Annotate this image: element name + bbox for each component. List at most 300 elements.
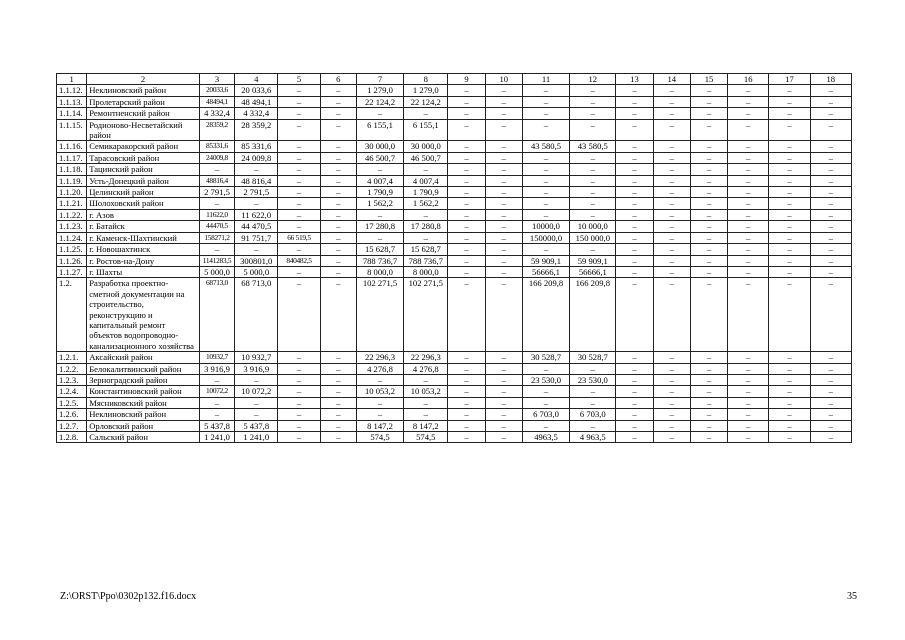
row-number: 1.1.18. bbox=[57, 164, 87, 175]
value-cell: 68713,0 bbox=[199, 278, 234, 352]
value-cell: 8 000,0 bbox=[404, 266, 448, 277]
row-number: 1.1.20. bbox=[57, 187, 87, 198]
value-cell: – bbox=[616, 175, 653, 186]
value-cell: – bbox=[690, 175, 727, 186]
value-cell: – bbox=[810, 420, 851, 431]
value-cell: – bbox=[570, 397, 616, 408]
value-cell: – bbox=[448, 96, 485, 107]
value-cell: 44470,5 bbox=[199, 221, 234, 232]
value-cell: 4 007,4 bbox=[404, 175, 448, 186]
value-cell: – bbox=[653, 409, 690, 420]
value-cell: – bbox=[690, 397, 727, 408]
value-cell: – bbox=[653, 209, 690, 220]
value-cell: 4963,5 bbox=[522, 432, 569, 443]
value-cell: – bbox=[810, 119, 851, 141]
value-cell: – bbox=[769, 141, 810, 152]
value-cell: – bbox=[810, 85, 851, 96]
value-cell: – bbox=[769, 244, 810, 255]
value-cell: 2 791,5 bbox=[235, 187, 278, 198]
value-cell: – bbox=[810, 198, 851, 209]
value-cell: – bbox=[356, 409, 403, 420]
footer-file-path: Z:\ORST\Ppo\0302p132.f16.docx bbox=[60, 591, 197, 602]
value-cell: – bbox=[690, 386, 727, 397]
value-cell: 48494,1 bbox=[199, 96, 234, 107]
value-cell: – bbox=[235, 374, 278, 385]
value-cell: 15 628,7 bbox=[404, 244, 448, 255]
value-cell: – bbox=[404, 374, 448, 385]
row-number: 1.1.22. bbox=[57, 209, 87, 220]
value-cell: – bbox=[235, 164, 278, 175]
value-cell: 22 124,2 bbox=[404, 96, 448, 107]
value-cell: – bbox=[653, 152, 690, 163]
value-cell: – bbox=[448, 108, 485, 119]
value-cell: – bbox=[448, 409, 485, 420]
value-cell: – bbox=[690, 85, 727, 96]
value-cell: – bbox=[653, 141, 690, 152]
value-cell: – bbox=[356, 374, 403, 385]
table-row bbox=[57, 374, 852, 385]
value-cell: 20033,6 bbox=[199, 85, 234, 96]
value-cell: – bbox=[728, 232, 769, 243]
value-cell: – bbox=[320, 152, 356, 163]
header-cell: 12 bbox=[570, 74, 616, 85]
header-cell: 13 bbox=[616, 74, 653, 85]
value-cell: – bbox=[448, 266, 485, 277]
value-cell: – bbox=[690, 141, 727, 152]
value-cell: – bbox=[485, 119, 522, 141]
value-cell: – bbox=[728, 187, 769, 198]
value-cell: – bbox=[485, 278, 522, 352]
value-cell: – bbox=[235, 244, 278, 255]
value-cell: – bbox=[320, 363, 356, 374]
value-cell: – bbox=[616, 432, 653, 443]
page-number: 35 bbox=[847, 591, 857, 602]
value-cell: 24 009,8 bbox=[235, 152, 278, 163]
value-cell: 15 628,7 bbox=[356, 244, 403, 255]
value-cell: – bbox=[485, 363, 522, 374]
value-cell: – bbox=[448, 374, 485, 385]
value-cell: – bbox=[769, 278, 810, 352]
value-cell: – bbox=[356, 108, 403, 119]
value-cell: – bbox=[485, 141, 522, 152]
value-cell: – bbox=[448, 278, 485, 352]
value-cell: – bbox=[278, 409, 320, 420]
value-cell: – bbox=[522, 198, 569, 209]
value-cell: – bbox=[278, 209, 320, 220]
value-cell: – bbox=[320, 209, 356, 220]
value-cell: – bbox=[448, 119, 485, 141]
value-cell: – bbox=[278, 221, 320, 232]
value-cell: 166 209,8 bbox=[570, 278, 616, 352]
row-name: г. Шахты bbox=[87, 266, 200, 277]
row-number: 1.1.15. bbox=[57, 119, 87, 141]
value-cell: 22 296,3 bbox=[356, 352, 403, 363]
table-row bbox=[57, 152, 852, 163]
value-cell: 4 963,5 bbox=[570, 432, 616, 443]
value-cell: 10 000,0 bbox=[570, 221, 616, 232]
value-cell: – bbox=[278, 374, 320, 385]
value-cell: 4 332,4 bbox=[235, 108, 278, 119]
value-cell: – bbox=[356, 397, 403, 408]
header-cell: 1 bbox=[57, 74, 87, 85]
value-cell: – bbox=[728, 198, 769, 209]
value-cell: – bbox=[769, 221, 810, 232]
value-cell: 4 007,4 bbox=[356, 175, 403, 186]
value-cell: – bbox=[278, 386, 320, 397]
value-cell: – bbox=[320, 164, 356, 175]
table-row bbox=[57, 266, 852, 277]
value-cell: – bbox=[320, 187, 356, 198]
value-cell: – bbox=[278, 266, 320, 277]
table-row bbox=[57, 363, 852, 374]
value-cell: – bbox=[690, 374, 727, 385]
value-cell: 11622,0 bbox=[199, 209, 234, 220]
value-cell: – bbox=[448, 397, 485, 408]
value-cell: – bbox=[320, 244, 356, 255]
value-cell: – bbox=[810, 141, 851, 152]
value-cell: – bbox=[653, 119, 690, 141]
value-cell: – bbox=[448, 352, 485, 363]
value-cell: 1 279,0 bbox=[404, 85, 448, 96]
value-cell: – bbox=[728, 85, 769, 96]
value-cell: – bbox=[278, 432, 320, 443]
value-cell: – bbox=[728, 152, 769, 163]
value-cell: – bbox=[320, 108, 356, 119]
row-number: 1.2.6. bbox=[57, 409, 87, 420]
value-cell: – bbox=[653, 278, 690, 352]
row-number: 1.1.27. bbox=[57, 266, 87, 277]
value-cell: – bbox=[653, 221, 690, 232]
value-cell: – bbox=[653, 255, 690, 266]
value-cell: – bbox=[810, 96, 851, 107]
value-cell: – bbox=[616, 232, 653, 243]
row-name: Пролетарский район bbox=[87, 96, 200, 107]
value-cell: – bbox=[448, 221, 485, 232]
value-cell: – bbox=[810, 397, 851, 408]
value-cell: 22 296,3 bbox=[404, 352, 448, 363]
value-cell: – bbox=[485, 397, 522, 408]
row-number: 1.2. bbox=[57, 278, 87, 352]
row-number: 1.1.24. bbox=[57, 232, 87, 243]
value-cell: – bbox=[320, 386, 356, 397]
value-cell: 85331,6 bbox=[199, 141, 234, 152]
row-name: Родионово-Несветайский район bbox=[87, 119, 200, 141]
value-cell: – bbox=[278, 175, 320, 186]
value-cell: – bbox=[278, 198, 320, 209]
value-cell: 574,5 bbox=[356, 432, 403, 443]
value-cell: – bbox=[485, 352, 522, 363]
table-row bbox=[57, 119, 852, 141]
value-cell: – bbox=[448, 187, 485, 198]
value-cell: – bbox=[404, 232, 448, 243]
value-cell: – bbox=[522, 187, 569, 198]
value-cell: – bbox=[448, 232, 485, 243]
value-cell: 788 736,7 bbox=[356, 255, 403, 266]
value-cell: – bbox=[448, 244, 485, 255]
value-cell: 1 562,2 bbox=[356, 198, 403, 209]
value-cell: – bbox=[653, 420, 690, 431]
value-cell: 59 909,1 bbox=[570, 255, 616, 266]
table-row bbox=[57, 420, 852, 431]
value-cell: 5 437,8 bbox=[235, 420, 278, 431]
row-name: Усть-Донецкий район bbox=[87, 175, 200, 186]
header-cell: 5 bbox=[278, 74, 320, 85]
value-cell: – bbox=[616, 96, 653, 107]
value-cell: – bbox=[769, 352, 810, 363]
value-cell: – bbox=[320, 409, 356, 420]
row-name: Шолоховский район bbox=[87, 198, 200, 209]
value-cell: 28 359,2 bbox=[235, 119, 278, 141]
header-cell: 14 bbox=[653, 74, 690, 85]
value-cell: – bbox=[320, 255, 356, 266]
value-cell: 22 124,2 bbox=[356, 96, 403, 107]
table-row bbox=[57, 108, 852, 119]
value-cell: – bbox=[810, 363, 851, 374]
row-number: 1.1.21. bbox=[57, 198, 87, 209]
row-number: 1.2.1. bbox=[57, 352, 87, 363]
value-cell: – bbox=[653, 386, 690, 397]
value-cell: 43 580,5 bbox=[570, 141, 616, 152]
value-cell: – bbox=[570, 187, 616, 198]
value-cell: – bbox=[769, 374, 810, 385]
row-number: 1.2.7. bbox=[57, 420, 87, 431]
value-cell: 10932,7 bbox=[199, 352, 234, 363]
value-cell: – bbox=[728, 141, 769, 152]
value-cell: – bbox=[522, 363, 569, 374]
value-cell: – bbox=[485, 152, 522, 163]
value-cell: – bbox=[728, 164, 769, 175]
table-row bbox=[57, 164, 852, 175]
table-row bbox=[57, 278, 852, 352]
value-cell: 1 241,0 bbox=[199, 432, 234, 443]
value-cell: 17 280,8 bbox=[404, 221, 448, 232]
value-cell: – bbox=[485, 175, 522, 186]
value-cell: 30 528,7 bbox=[522, 352, 569, 363]
value-cell: – bbox=[690, 164, 727, 175]
value-cell: – bbox=[810, 432, 851, 443]
value-cell: – bbox=[653, 198, 690, 209]
value-cell: 68 713,0 bbox=[235, 278, 278, 352]
value-cell: 5 000,0 bbox=[199, 266, 234, 277]
value-cell: – bbox=[769, 432, 810, 443]
value-cell: 11 622,0 bbox=[235, 209, 278, 220]
value-cell: – bbox=[690, 278, 727, 352]
row-name: г. Каменск-Шахтинский bbox=[87, 232, 200, 243]
value-cell: – bbox=[769, 175, 810, 186]
value-cell: – bbox=[522, 209, 569, 220]
value-cell: – bbox=[653, 175, 690, 186]
value-cell: – bbox=[810, 386, 851, 397]
row-name: Разработка проектно- сметной документации на строительство, реконструкцию и капитальный ремонт объектов водопроводно-канализационного хозяйства bbox=[87, 278, 200, 352]
value-cell: – bbox=[199, 244, 234, 255]
value-cell: – bbox=[728, 278, 769, 352]
value-cell: 30 528,7 bbox=[570, 352, 616, 363]
row-number: 1.2.8. bbox=[57, 432, 87, 443]
value-cell: – bbox=[320, 278, 356, 352]
table-row bbox=[57, 187, 852, 198]
value-cell: – bbox=[616, 266, 653, 277]
value-cell: – bbox=[522, 152, 569, 163]
row-name: Мясниковский район bbox=[87, 397, 200, 408]
value-cell: 24009,8 bbox=[199, 152, 234, 163]
row-name: Целинский район bbox=[87, 187, 200, 198]
value-cell: 4 276,8 bbox=[356, 363, 403, 374]
value-cell: – bbox=[690, 108, 727, 119]
row-number: 1.1.14. bbox=[57, 108, 87, 119]
value-cell: – bbox=[728, 221, 769, 232]
value-cell: 150000,0 bbox=[522, 232, 569, 243]
value-cell: – bbox=[278, 96, 320, 107]
value-cell: – bbox=[320, 119, 356, 141]
value-cell: – bbox=[278, 152, 320, 163]
value-cell: – bbox=[485, 96, 522, 107]
table-body bbox=[57, 74, 852, 443]
value-cell: – bbox=[769, 397, 810, 408]
value-cell: 23 530,0 bbox=[570, 374, 616, 385]
row-number: 1.2.3. bbox=[57, 374, 87, 385]
header-cell: 2 bbox=[87, 74, 200, 85]
header-cell: 16 bbox=[728, 74, 769, 85]
value-cell: – bbox=[653, 352, 690, 363]
row-name: Ремонтненский район bbox=[87, 108, 200, 119]
value-cell: 6 703,0 bbox=[570, 409, 616, 420]
value-cell: 3 916,9 bbox=[235, 363, 278, 374]
value-cell: – bbox=[199, 397, 234, 408]
value-cell: 1 279,0 bbox=[356, 85, 403, 96]
table-header-row bbox=[57, 74, 852, 85]
value-cell: – bbox=[522, 397, 569, 408]
value-cell: – bbox=[522, 96, 569, 107]
value-cell: 85 331,6 bbox=[235, 141, 278, 152]
value-cell: – bbox=[728, 255, 769, 266]
value-cell: – bbox=[356, 209, 403, 220]
value-cell: – bbox=[769, 108, 810, 119]
table-row bbox=[57, 255, 852, 266]
table-row bbox=[57, 209, 852, 220]
value-cell: – bbox=[616, 352, 653, 363]
value-cell: – bbox=[769, 363, 810, 374]
value-cell: – bbox=[769, 96, 810, 107]
value-cell: – bbox=[320, 374, 356, 385]
value-cell: 8 147,2 bbox=[356, 420, 403, 431]
value-cell: – bbox=[485, 108, 522, 119]
value-cell: – bbox=[616, 187, 653, 198]
header-cell: 3 bbox=[199, 74, 234, 85]
value-cell: – bbox=[769, 198, 810, 209]
value-cell: – bbox=[810, 221, 851, 232]
value-cell: – bbox=[485, 221, 522, 232]
value-cell: – bbox=[448, 432, 485, 443]
value-cell: – bbox=[728, 397, 769, 408]
value-cell: – bbox=[728, 96, 769, 107]
value-cell: – bbox=[769, 386, 810, 397]
header-cell: 18 bbox=[810, 74, 851, 85]
value-cell: – bbox=[653, 85, 690, 96]
value-cell: – bbox=[690, 221, 727, 232]
value-cell: 30 000,0 bbox=[404, 141, 448, 152]
table-row bbox=[57, 409, 852, 420]
row-name: Сальский район bbox=[87, 432, 200, 443]
value-cell: – bbox=[769, 119, 810, 141]
value-cell: – bbox=[278, 244, 320, 255]
value-cell: – bbox=[320, 96, 356, 107]
value-cell: – bbox=[690, 363, 727, 374]
row-name: г. Азов bbox=[87, 209, 200, 220]
value-cell: – bbox=[616, 164, 653, 175]
row-name: Зерноградский район bbox=[87, 374, 200, 385]
value-cell: – bbox=[728, 432, 769, 443]
value-cell: 8 000,0 bbox=[356, 266, 403, 277]
value-cell: – bbox=[570, 198, 616, 209]
value-cell: – bbox=[448, 363, 485, 374]
value-cell: – bbox=[690, 96, 727, 107]
value-cell: – bbox=[728, 409, 769, 420]
value-cell: 5 000,0 bbox=[235, 266, 278, 277]
value-cell: – bbox=[616, 278, 653, 352]
value-cell: – bbox=[320, 141, 356, 152]
value-cell: – bbox=[653, 244, 690, 255]
value-cell: – bbox=[235, 409, 278, 420]
value-cell: – bbox=[485, 432, 522, 443]
value-cell: – bbox=[653, 232, 690, 243]
value-cell: – bbox=[522, 244, 569, 255]
value-cell: – bbox=[570, 244, 616, 255]
value-cell: 10000,0 bbox=[522, 221, 569, 232]
header-cell: 9 bbox=[448, 74, 485, 85]
table-row bbox=[57, 221, 852, 232]
value-cell: – bbox=[485, 244, 522, 255]
value-cell: – bbox=[199, 374, 234, 385]
value-cell: – bbox=[404, 209, 448, 220]
value-cell: 102 271,5 bbox=[356, 278, 403, 352]
value-cell: 91 751,7 bbox=[235, 232, 278, 243]
value-cell: – bbox=[653, 432, 690, 443]
value-cell: – bbox=[690, 152, 727, 163]
value-cell: – bbox=[278, 108, 320, 119]
table-row bbox=[57, 386, 852, 397]
value-cell: – bbox=[769, 255, 810, 266]
row-name: Тацинский район bbox=[87, 164, 200, 175]
value-cell: – bbox=[769, 266, 810, 277]
value-cell: – bbox=[616, 374, 653, 385]
value-cell: 1 562,2 bbox=[404, 198, 448, 209]
value-cell: 59 909,1 bbox=[522, 255, 569, 266]
table-row bbox=[57, 244, 852, 255]
value-cell: – bbox=[728, 175, 769, 186]
value-cell: – bbox=[320, 198, 356, 209]
value-cell: – bbox=[570, 85, 616, 96]
value-cell: – bbox=[690, 352, 727, 363]
value-cell: 30 000,0 bbox=[356, 141, 403, 152]
value-cell: – bbox=[769, 209, 810, 220]
value-cell: – bbox=[616, 386, 653, 397]
value-cell: 3 916,9 bbox=[199, 363, 234, 374]
value-cell: – bbox=[728, 386, 769, 397]
header-cell: 7 bbox=[356, 74, 403, 85]
value-cell: 102 271,5 bbox=[404, 278, 448, 352]
value-cell: 2 791,5 bbox=[199, 187, 234, 198]
value-cell: – bbox=[616, 409, 653, 420]
value-cell: – bbox=[653, 363, 690, 374]
value-cell: – bbox=[448, 175, 485, 186]
value-cell: – bbox=[522, 386, 569, 397]
value-cell: 574,5 bbox=[404, 432, 448, 443]
value-cell: – bbox=[320, 221, 356, 232]
row-name: г. Батайск bbox=[87, 221, 200, 232]
table-row bbox=[57, 397, 852, 408]
header-cell: 8 bbox=[404, 74, 448, 85]
value-cell: 166 209,8 bbox=[522, 278, 569, 352]
